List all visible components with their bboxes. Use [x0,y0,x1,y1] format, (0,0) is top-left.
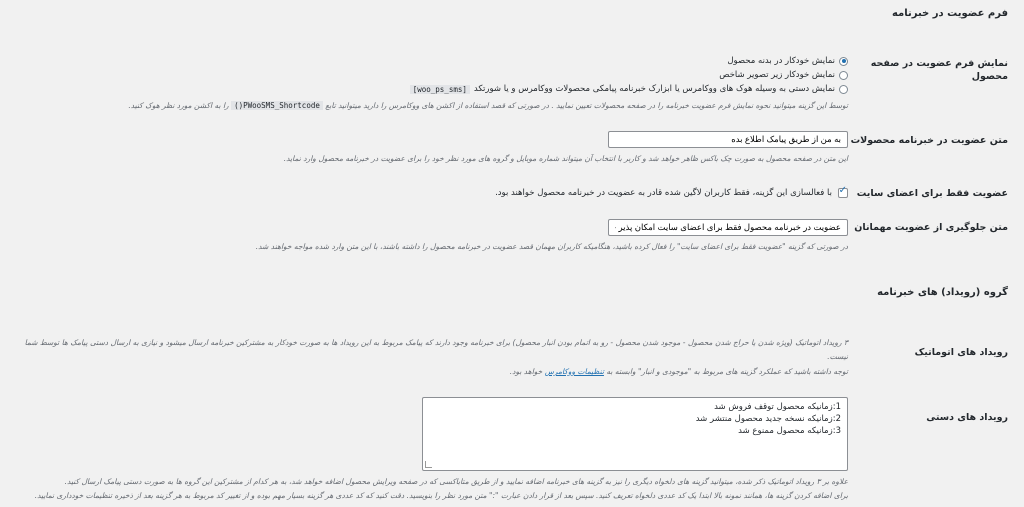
membership-text-input[interactable] [608,131,848,148]
manual-events-description-2: برای اضافه کردن گزینه ها، همانند نمونه بالا ابتدا یک کد عددی دلخواه تعریف کنید. سپس بعد از قرار دادن عبارت ":" متن مورد نظر را بنویسید. دقت کنید که کد عددی هر گزینه بسیار مهم بوده و از تغییر کد مربوط به هر گزینه بعد از ذخیره تنظیمات خودداری نمایید. [34,491,848,500]
radio-option-auto-body[interactable] [727,56,848,66]
members-only-label: عضویت فقط برای اعضای سایت [856,188,1008,199]
members-only-checkbox[interactable] [838,188,848,198]
radio-button[interactable] [839,57,848,66]
woocommerce-settings-link[interactable]: تنظیمات ووکامرس [544,367,604,376]
guest-block-input[interactable] [608,219,848,236]
shortcode-tag: [woo_ps_sms] [410,85,470,94]
membership-text-description: این متن در صفحه محصول به صورت چک باکس ظاهر خواهد شد و کاربر با انتخاب آن میتواند شماره موبایل و گروه های مورد نظر خود را برای عضویت در خبرنامه محصول وارد نماید. [283,154,848,163]
auto-events-text-before: توجه داشته باشید که عملکرد گزینه های مربوط به "موجودی و انبار" وابسته به [606,367,848,376]
manual-events-textarea[interactable] [422,397,848,471]
auto-events-line-3 [510,366,848,377]
auto-events-label: رویداد های اتوماتیک [914,347,1008,358]
radio-option-auto-image[interactable] [719,70,848,80]
auto-events-text-after: خواهد بود. [509,367,543,376]
textarea-line: 1:زمانیکه محصول توقف فروش شد [714,402,841,412]
manual-events-description-1: علاوه بر ۳ رویداد اتوماتیک ذکر شده، میتوانید گزینه های دلخواه دیگری را نیز به گزینه های خبرنامه اضافه نمایید و از طریق متاباکسی که در صفحه ویرایش محصول اضافه خواهد شد، به هر کدام از مشترکین این گروه ها به صورت دستی پیامک ارسال کنید. [64,477,848,486]
desc-text-after: را به اکشن مورد نظر هوک کنید. [128,101,229,110]
radio-option-manual[interactable] [410,84,848,94]
resize-handle[interactable] [425,461,432,468]
auto-events-line-2: نیست. [827,352,848,361]
section-title-event-group: گروه (رویداد) های خبرنامه [877,287,1008,298]
desc-code: PWooSMS_Shortcode() [231,101,323,110]
manual-events-label: رویداد های دستی [926,412,1008,423]
radio-label: نمایش خودکار زیر تصویر شاخص [719,70,835,80]
textarea-line: 2:زمانیکه نسخه جدید محصول منتشر شد [695,414,841,424]
guest-block-description: در صورتی که گزینه "عضویت فقط برای اعضای سایت" را فعال کرده باشید، هنگامیکه کاربران مهمان قصد عضویت در خبرنامه محصول را داشته باشند، با این متن وارد شده مواجه خواهند شد. [255,242,848,251]
radio-label: نمایش خودکار در بدنه محصول [727,56,835,66]
display-form-description [128,100,848,111]
display-form-label: نمایش فرم عضویت در صفحه محصول [870,58,1008,82]
section-title-membership-form: فرم عضویت در خبرنامه [891,8,1008,19]
radio-label: نمایش دستی به وسیله هوک های ووکامرس یا ابزارک خبرنامه پیامکی محصولات ووکامرس و یا شورتکد [473,84,835,94]
desc-text-before: توسط این گزینه میتوانید نحوه نمایش فرم عضویت خبرنامه را در صفحه محصولات تعیین نمایید . در صورتی که قصد استفاده از اکشن های ووکامرس را دارید میتوانید تابع [325,101,848,110]
guest-block-label: متن جلوگیری از عضویت مهمانان [854,222,1008,233]
radio-button[interactable] [839,85,848,94]
members-only-text: با فعالسازی این گزینه، فقط کاربران لاگین شده قادر به عضویت در خبرنامه محصول خواهند بود. [495,188,832,198]
auto-events-line-1: ۳ رویداد اتوماتیک (ویژه شدن یا حراج شدن محصول - موجود شدن محصول - رو به اتمام بودن انبار محصول) برای خبرنامه وجود دارند که پیامک مربوط به این رویداد ها به صورت خودکار به مشترکین خبرنامه ارسال میشود و نیازی به ارسال دستی پیامک ها توسط شما [24,338,848,347]
membership-text-label: متن عضویت در خبرنامه محصولات [850,135,1008,146]
textarea-line: 3:زمانیکه محصول ممنوع شد [738,426,841,436]
radio-button[interactable] [839,71,848,80]
